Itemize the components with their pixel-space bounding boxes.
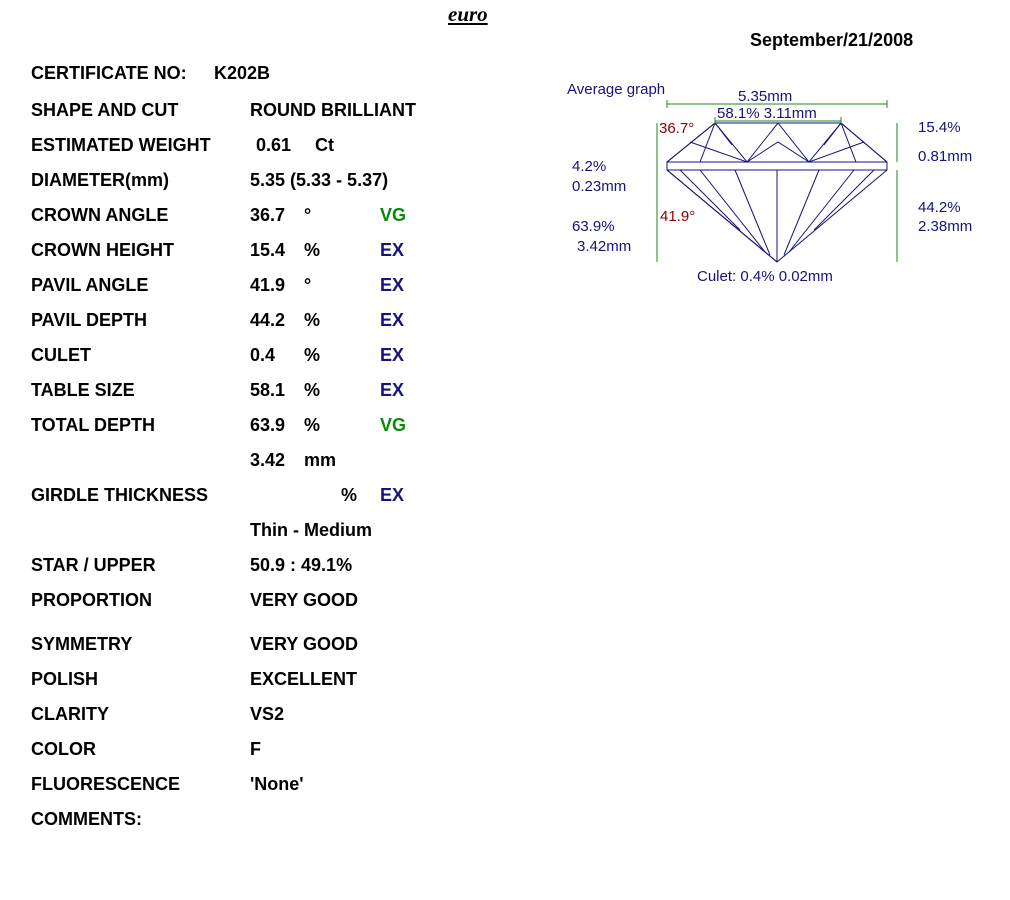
diagram-pavilion-angle: 41.9° [660, 208, 696, 225]
diagram-title: Average graph [567, 81, 666, 98]
symmetry-label: SYMMETRY [31, 634, 133, 654]
total-depth-unit: % [304, 415, 321, 435]
girdle-label: GIRDLE THICKNESS [31, 485, 209, 505]
shape-label: SHAPE AND CUT [31, 100, 179, 120]
total-depth-row [0, 415, 560, 439]
pavil-depth-value: 44.2 [250, 310, 286, 330]
diagram-table: 58.1% 3.11mm [717, 105, 817, 122]
table-size-row [0, 380, 560, 404]
diagram-crown-height-pct: 15.4% [918, 119, 961, 136]
fluorescence-value: 'None' [250, 774, 304, 794]
pavil-depth-grade: EX [380, 310, 405, 330]
culet-row [0, 345, 560, 369]
diagram-total-depth-pct: 63.9% [572, 218, 615, 235]
diagram-pavilion-depth-pct: 44.2% [918, 199, 961, 216]
culet-label: CULET [31, 345, 91, 365]
crown-angle-unit: ° [304, 205, 312, 225]
total-depth-mm-row [0, 450, 560, 474]
polish-row [0, 669, 560, 693]
diagram-girdle-pct: 4.2% [572, 158, 607, 175]
weight-label: ESTIMATED WEIGHT [31, 135, 211, 155]
table-size-unit: % [304, 380, 321, 400]
table-size-label: TABLE SIZE [31, 380, 135, 400]
diagram-culet: Culet: 0.4% 0.02mm [697, 268, 833, 285]
color-value: F [250, 739, 261, 759]
pavil-depth-label: PAVIL DEPTH [31, 310, 148, 330]
pavil-depth-row [0, 310, 560, 334]
table-size-grade: EX [380, 380, 405, 400]
proportion-label: PROPORTION [31, 590, 153, 610]
proportion-value: VERY GOOD [250, 590, 359, 610]
crown-height-grade: EX [380, 240, 405, 260]
fluorescence-row [0, 774, 560, 798]
pavil-depth-unit: % [304, 310, 321, 330]
weight-value: 0.61 [256, 135, 292, 155]
comments-label: COMMENTS: [31, 809, 142, 829]
star-upper-label: STAR / UPPER [31, 555, 156, 575]
report-date: September/21/2008 [750, 30, 914, 50]
diamond-diagram [0, 0, 1010, 300]
pavil-angle-label: PAVIL ANGLE [31, 275, 149, 295]
girdle-row [0, 485, 560, 509]
clarity-label: CLARITY [31, 704, 109, 724]
crown-height-value: 15.4 [250, 240, 286, 260]
total-depth-grade: VG [380, 415, 407, 435]
clarity-row [0, 704, 560, 728]
crown-angle-grade: VG [380, 205, 407, 225]
crown-height-unit: % [304, 240, 321, 260]
culet-unit: % [304, 345, 321, 365]
total-depth-mm-value: 3.42 [250, 450, 286, 470]
diagram-total-depth-mm: 3.42mm [577, 238, 632, 255]
clarity-value: VS2 [250, 704, 285, 724]
pavil-angle-value: 41.9 [250, 275, 286, 295]
certificate-label: CERTIFICATE NO: [31, 63, 187, 83]
comments-row [0, 809, 560, 833]
crown-height-label: CROWN HEIGHT [31, 240, 174, 260]
diagram-pavilion-depth-mm: 2.38mm [918, 218, 973, 235]
total-depth-label: TOTAL DEPTH [31, 415, 156, 435]
pavil-angle-grade: EX [380, 275, 405, 295]
diagram-diameter: 5.35mm [738, 88, 793, 105]
diameter-value: 5.35 (5.33 - 5.37) [250, 170, 389, 190]
brand-title: euro [448, 2, 488, 26]
diagram-crown-height-mm: 0.81mm [918, 148, 973, 165]
pavil-angle-unit: ° [304, 275, 312, 295]
proportion-row [0, 590, 560, 614]
fluorescence-label: FLUORESCENCE [31, 774, 181, 794]
diagram-crown-angle: 36.7° [659, 120, 695, 137]
polish-label: POLISH [31, 669, 99, 689]
girdle-unit: % [341, 485, 358, 505]
diameter-label: DIAMETER(mm) [31, 170, 169, 190]
girdle-desc-value: Thin - Medium [250, 520, 372, 540]
diagram-girdle-mm: 0.23mm [572, 178, 627, 195]
symmetry-row [0, 634, 560, 658]
girdle-grade: EX [380, 485, 405, 505]
symmetry-value: VERY GOOD [250, 634, 359, 654]
polish-value: EXCELLENT [250, 669, 358, 689]
total-depth-mm-unit: mm [304, 450, 337, 470]
star-upper-row [0, 555, 560, 579]
total-depth-value: 63.9 [250, 415, 286, 435]
diamond-outline [667, 123, 887, 262]
star-upper-value: 50.9 : 49.1% [250, 555, 353, 575]
culet-value: 0.4 [250, 345, 276, 365]
girdle-desc-row [0, 520, 560, 544]
color-row [0, 739, 560, 763]
weight-unit: Ct [315, 135, 334, 155]
shape-value: ROUND BRILLIANT [250, 100, 416, 120]
crown-angle-label: CROWN ANGLE [31, 205, 169, 225]
certificate-number: K202B [214, 63, 271, 83]
crown-angle-value: 36.7 [250, 205, 286, 225]
table-size-value: 58.1 [250, 380, 286, 400]
culet-grade: EX [380, 345, 405, 365]
color-label: COLOR [31, 739, 96, 759]
